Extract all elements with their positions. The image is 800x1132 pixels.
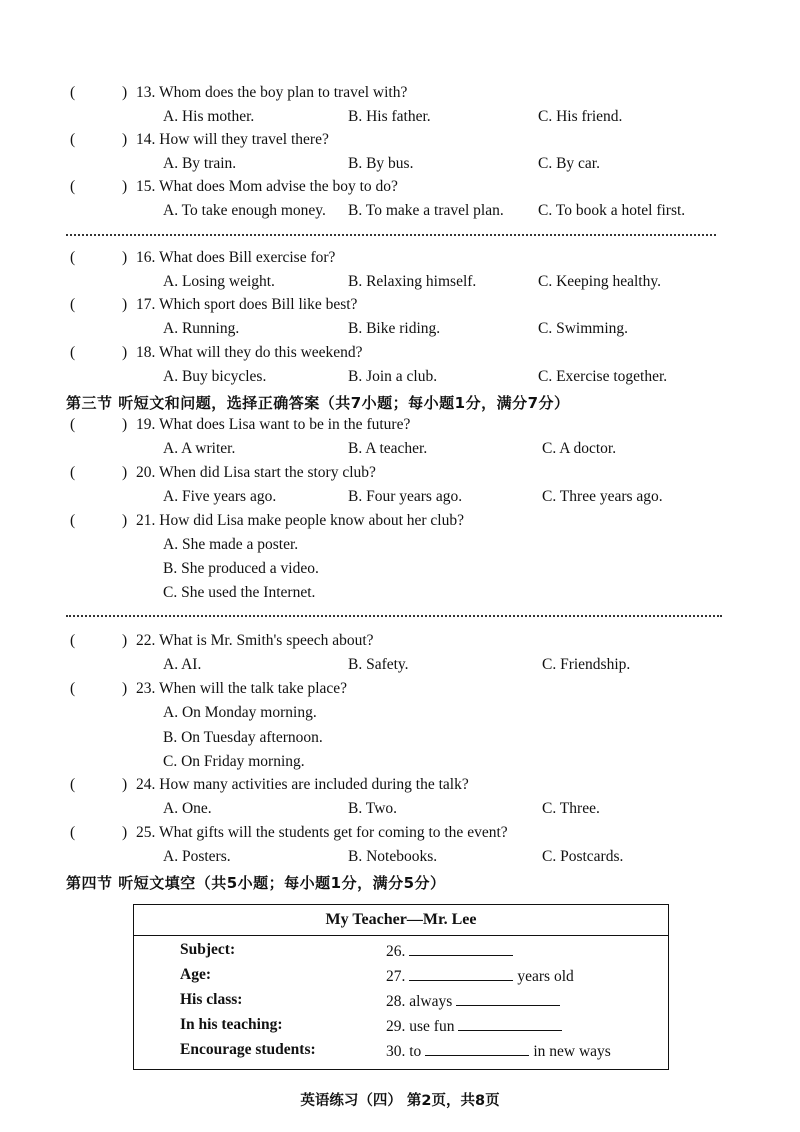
question-16 <box>70 249 750 271</box>
question-text: 18. What will they do this weekend? <box>136 344 363 361</box>
question-24 <box>70 776 750 798</box>
question-18 <box>70 344 750 366</box>
answer-paren-open[interactable]: ( <box>70 131 76 148</box>
option-c: C. By car. <box>538 155 600 172</box>
options-18 <box>163 368 763 390</box>
option-c: C. Keeping healthy. <box>538 273 661 290</box>
table-row <box>134 966 668 991</box>
row-prefix: 28. always <box>386 993 453 1010</box>
table-row <box>134 991 668 1016</box>
options-14 <box>163 155 763 177</box>
answer-blank-27[interactable] <box>409 966 513 981</box>
option-b: B. His father. <box>348 108 431 125</box>
answer-paren-open[interactable]: ( <box>70 776 76 793</box>
question-25 <box>70 824 750 846</box>
question-23 <box>70 680 750 702</box>
option-b: B. By bus. <box>348 155 414 172</box>
row-prefix: 29. use fun <box>386 1018 455 1035</box>
answer-paren-close: ) <box>122 416 128 433</box>
options-19 <box>163 440 763 462</box>
option-b: B. A teacher. <box>348 440 428 457</box>
table-row <box>134 1041 668 1066</box>
question-20 <box>70 464 750 486</box>
question-13 <box>70 84 750 106</box>
question-text: 20. When did Lisa start the story club? <box>136 464 376 481</box>
row-label: Age: <box>180 966 211 983</box>
table-row <box>134 1016 668 1041</box>
question-text: 23. When will the talk take place? <box>136 680 348 697</box>
answer-paren-open[interactable]: ( <box>70 249 76 266</box>
row-answer <box>386 966 574 986</box>
answer-paren-close: ) <box>122 680 128 697</box>
answer-blank-28[interactable] <box>456 991 560 1006</box>
row-label: Encourage students: <box>180 1041 316 1058</box>
option-b: B. Notebooks. <box>348 848 438 865</box>
option-c: C. To book a hotel first. <box>538 202 686 219</box>
option-a: A. On Monday morning. <box>163 704 317 721</box>
page-footer: 英语练习（四） 第2页，共8页 <box>300 1093 500 1109</box>
option-c: C. His friend. <box>538 108 623 125</box>
question-19 <box>70 416 750 438</box>
fill-in-table <box>133 904 669 1070</box>
question-text: 13. Whom does the boy plan to travel with? <box>136 84 408 101</box>
option-c: C. Friendship. <box>542 656 631 673</box>
option-a: A. Five years ago. <box>163 488 277 505</box>
option-a: A. A writer. <box>163 440 236 457</box>
table-title: My Teacher—Mr. Lee <box>134 905 668 936</box>
question-text: 22. What is Mr. Smith's speech about? <box>136 632 374 649</box>
option-b: B. Safety. <box>348 656 409 673</box>
option-21-c <box>163 584 763 606</box>
option-c: C. Postcards. <box>542 848 624 865</box>
row-answer <box>386 991 564 1011</box>
answer-paren-open[interactable]: ( <box>70 632 76 649</box>
question-text: 19. What does Lisa want to be in the future? <box>136 416 411 433</box>
option-c: C. Three years ago. <box>542 488 663 505</box>
answer-paren-open[interactable]: ( <box>70 178 76 195</box>
answer-paren-close: ) <box>122 824 128 841</box>
question-text: 16. What does Bill exercise for? <box>136 249 336 266</box>
row-answer <box>386 941 517 961</box>
option-a: A. To take enough money. <box>163 202 326 219</box>
section-4-heading: 第四节 听短文填空（共5小题；每小题1分，满分5分） <box>66 874 446 892</box>
answer-blank-30[interactable] <box>425 1041 529 1056</box>
options-25 <box>163 848 763 870</box>
option-b: B. Bike riding. <box>348 320 441 337</box>
answer-paren-open[interactable]: ( <box>70 344 76 361</box>
answer-paren-open[interactable]: ( <box>70 680 76 697</box>
question-14 <box>70 131 750 153</box>
answer-paren-close: ) <box>122 776 128 793</box>
answer-paren-open[interactable]: ( <box>70 824 76 841</box>
option-a: A. Losing weight. <box>163 273 275 290</box>
options-20 <box>163 488 763 510</box>
option-a: A. One. <box>163 800 212 817</box>
table-row <box>134 941 668 966</box>
question-text: 25. What gifts will the students get for coming to the event? <box>136 824 508 841</box>
option-a: A. Running. <box>163 320 240 337</box>
option-b: B. She produced a video. <box>163 560 319 577</box>
option-23-a <box>163 704 763 726</box>
dotted-divider <box>66 615 722 617</box>
option-a: A. By train. <box>163 155 237 172</box>
answer-paren-close: ) <box>122 512 128 529</box>
row-label: Subject: <box>180 941 236 958</box>
answer-paren-close: ) <box>122 632 128 649</box>
row-answer <box>386 1041 611 1061</box>
question-text: 15. What does Mom advise the boy to do? <box>136 178 398 195</box>
question-21 <box>70 512 750 534</box>
answer-paren-open[interactable]: ( <box>70 296 76 313</box>
answer-paren-open[interactable]: ( <box>70 464 76 481</box>
answer-paren-close: ) <box>122 296 128 313</box>
answer-paren-open[interactable]: ( <box>70 84 76 101</box>
answer-paren-close: ) <box>122 344 128 361</box>
option-a: A. She made a poster. <box>163 536 299 553</box>
question-22 <box>70 632 750 654</box>
question-text: 17. Which sport does Bill like best? <box>136 296 358 313</box>
row-prefix: 30. to <box>386 1043 422 1060</box>
answer-paren-close: ) <box>122 131 128 148</box>
answer-paren-close: ) <box>122 464 128 481</box>
dotted-divider <box>66 234 716 236</box>
option-b: B. Two. <box>348 800 398 817</box>
option-b: B. To make a travel plan. <box>348 202 504 219</box>
question-17 <box>70 296 750 318</box>
option-b: B. On Tuesday afternoon. <box>163 729 323 746</box>
option-21-b <box>163 560 763 582</box>
row-suffix: in new ways <box>533 1043 611 1060</box>
question-15 <box>70 178 750 200</box>
option-a: A. His mother. <box>163 108 255 125</box>
question-text: 24. How many activities are included during the talk? <box>136 776 469 793</box>
option-b: B. Join a club. <box>348 368 438 385</box>
question-text: 14. How will they travel there? <box>136 131 329 148</box>
options-17 <box>163 320 763 342</box>
row-label: In his teaching: <box>180 1016 283 1033</box>
options-24 <box>163 800 763 822</box>
options-15 <box>163 202 763 224</box>
option-c: C. Swimming. <box>538 320 629 337</box>
answer-paren-close: ) <box>122 249 128 266</box>
option-c: C. A doctor. <box>542 440 617 457</box>
option-c: C. Exercise together. <box>538 368 668 385</box>
option-b: B. Relaxing himself. <box>348 273 477 290</box>
option-c: C. On Friday morning. <box>163 753 305 770</box>
row-answer <box>386 1016 566 1036</box>
option-23-b <box>163 729 763 751</box>
option-a: A. Buy bicycles. <box>163 368 267 385</box>
option-c: C. She used the Internet. <box>163 584 316 601</box>
option-23-c <box>163 753 763 775</box>
answer-paren-close: ) <box>122 84 128 101</box>
option-c: C. Three. <box>542 800 600 817</box>
option-a: A. AI. <box>163 656 202 673</box>
row-prefix: 26. <box>386 943 406 960</box>
answer-paren-close: ) <box>122 178 128 195</box>
options-16 <box>163 273 763 295</box>
answer-blank-26[interactable] <box>409 941 513 956</box>
row-label: His class: <box>180 991 243 1008</box>
options-13 <box>163 108 763 130</box>
question-text: 21. How did Lisa make people know about her club? <box>136 512 464 529</box>
row-prefix: 27. <box>386 968 406 985</box>
answer-paren-open[interactable]: ( <box>70 416 76 433</box>
option-a: A. Posters. <box>163 848 231 865</box>
answer-blank-29[interactable] <box>458 1016 562 1031</box>
answer-paren-open[interactable]: ( <box>70 512 76 529</box>
option-21-a <box>163 536 763 558</box>
option-b: B. Four years ago. <box>348 488 463 505</box>
row-suffix: years old <box>517 968 574 985</box>
options-22 <box>163 656 763 678</box>
section-3-heading: 第三节 听短文和问题，选择正确答案（共7小题；每小题1分，满分7分） <box>66 394 570 412</box>
